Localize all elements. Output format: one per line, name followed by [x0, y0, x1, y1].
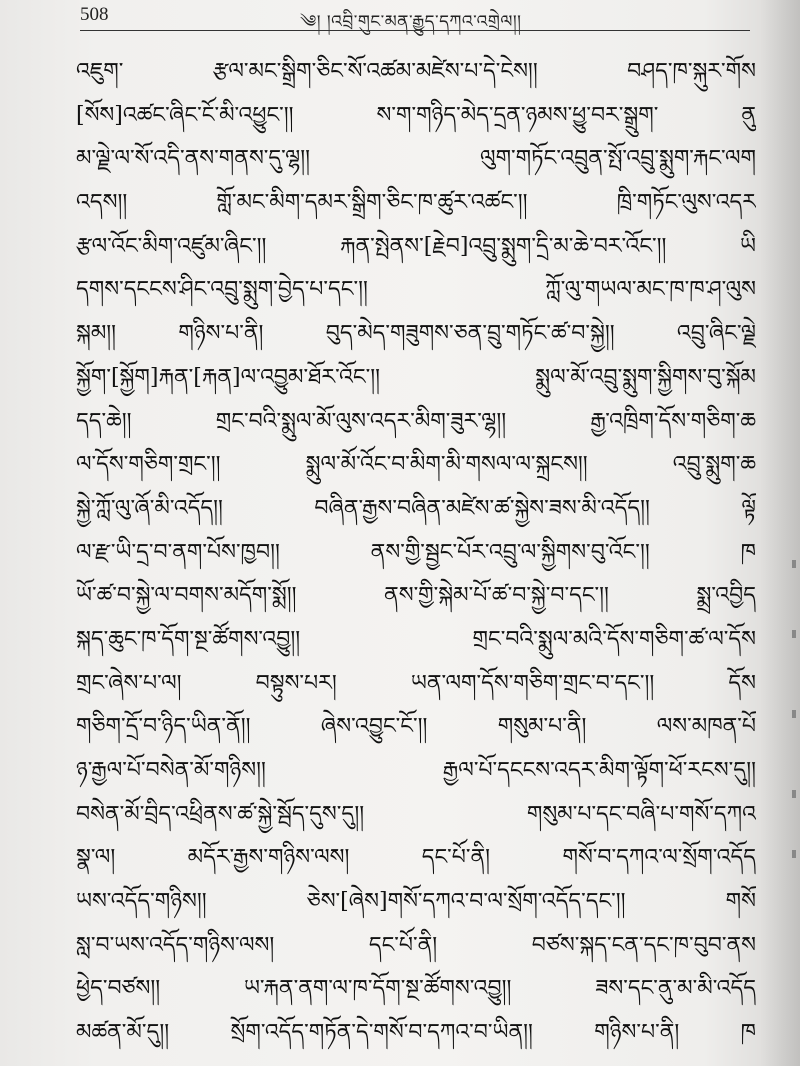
text-line: བསེན་མོ་བྲིད་འཕྲིནས་ཚ་སྐྱེ་སྦོད་དུས་དུ།། གསུམ་པ་དང་བཞི་པ་གསོ་དཀའ: [76, 801, 756, 827]
page-number: 508: [80, 4, 109, 25]
adjacent-page-edge: [788, 560, 798, 860]
text-line: ཡོ་ཚ་བ་སྐྱེ་ལ་བགས་མདོག་སྨོ།། ནས་གྱི་སྐེམ་པོ་ཚ་བ་སྐྱེ་བ་དང་།། སྨྲ་འབྱིད: [76, 583, 756, 609]
text-line: སྣ་ལ། མདོར་རྒྱས་གཉིས་ལས། དང་པོ་ནི། གསོ་བ་དཀའ་ལ་སྲོག་འདོད: [76, 845, 756, 871]
text-line: ལ་རྫ་ཡི་དྲ་བ་ནག་པོས་ཁྱབ།། ནས་གྱི་སྦྱང་པོར་འབྲུ་ལ་སྐྱིགས་བུ་འོང་།། ཁ: [76, 539, 756, 565]
text-line: དད་ཆེ།། གྲང་བའི་སྨུལ་མོ་ལུས་འདར་མིག་ཟུར་ལྷ།། རྒྱ་འཁྲིག་དོས་གཅིག་ཆ: [76, 408, 756, 434]
text-line: གྲང་ཞེས་པ་ལ། བསྟུས་པར། ཡན་ལག་དོས་གཅིག་གྲང་བ་དང་།། དོས: [76, 670, 756, 696]
page-header: [80, 0, 750, 40]
text-line: སྐྱེ་ཀློ་ལུ་ཞོ་མི་འདོད།། བཞིན་རྒྱས་བཞིན་མཛེས་ཚ་སྐྱེས་ཟས་མི་འདོད།། ལྟོ: [76, 495, 756, 521]
text-line: དགས་དངངས་ཤིང་འབྲུ་སྨུག་བྱེད་པ་དང་།། ཀློ་ལུ་གཡལ་མང་ཁ་ཁ་ཤ་ལུས: [76, 277, 756, 303]
text-line: ཉ་རྒྱལ་པོ་བསེན་མོ་གཉིས།། རྒྱལ་པོ་དངངས་འདར་མིག་ལྟོག་ཕོ་རངས་དུ།།: [76, 758, 756, 783]
text-line: ཡས་འདོད་གཉིས།། ཅེས་[ཞེས]གསོ་དཀའ་བ་ལ་སྲོག་འདོད་དང་།། གསོ: [76, 889, 756, 915]
text-line: སྐམ།། གཉིས་པ་ནི། བུད་མེད་གཟུགས་ཅན་བྲུ་གཏོང་ཚ་བ་སྐྱེ།། འབྲུ་ཞིང་ལྗེ: [76, 321, 756, 347]
text-line: ལ་དོས་གཅིག་གྲང་།། སྨུལ་མོ་འོང་བ་མིག་མི་གསལ་ལ་སྐྲངས།། འབྲུ་སྨུག་ཆ: [76, 452, 756, 478]
text-line: རྩལ་འོང་མིག་འཛུམ་ཞིང་།། རྐན་སྤེནས་[རྗེབ]འབྲུ་སྨུག་དྲི་མ་ཆེ་བར་འོང་།། ཡི: [76, 233, 756, 259]
body-text: [76, 50, 756, 1055]
text-line: [སོས]འཚང་ཞིང་ངོ་མི་འཕྱུང་།། ས་ག་གཉིད་མེད་དྲན་ཉམས་ཕྱུ་བར་སྒྲུག་ ནུ: [76, 102, 756, 128]
header-rule: [80, 30, 750, 31]
text-line: ཕྱེད་བཙས།། ཡ་རྐན་ནག་ལ་ཁ་དོག་སྔ་ཚོགས་འབྱུ།། ཟས་དང་ནུ་མ་མི་འདོད: [76, 976, 756, 1002]
text-line: གཅིག་དྲོ་བ་ཉིད་ཡིན་ནོ།། ཞེས་འབྱུང་ངོ་།། གསུམ་པ་ནི། ལས་མཁན་པོ: [76, 714, 756, 740]
text-line: མཚན་མོ་དུ།། སྲོག་འདོད་གཏོན་དེ་གསོ་བ་དཀའ་བ་ཡིན།། གཉིས་པ་ནི། ཁ: [76, 1020, 756, 1046]
running-head: ༄། །འབྲི་གུང་མན་རྒྱུད་དཀའ་འགྲེལ།།: [300, 12, 522, 32]
text-line: མ་ལྗེ་ལ་སོ་འདི་ནས་གནས་དུ་ལྷ།། ལུག་གཏོང་འབྲུན་སྤོ་འབྲུ་སྨུག་རྐང་ལག: [76, 146, 756, 172]
text-line: འཇུག་ རྩལ་མང་སྒྲིག་ཅིང་སོ་འཚམ་མཛེས་པ་དེ་ངེས།། བཤད་ཁ་སྐུར་གོས: [76, 59, 756, 84]
text-line: འདས།། གློ་མང་མིག་དམར་སྒྲིག་ཅིང་ཁ་ཚུར་འཚང་།། ཁྲི་གཏོང་ལུས་འདར: [76, 190, 756, 216]
text-line: སྐད་ཆུང་ཁ་དོག་སྔ་ཚོགས་འབྱུ།། གྲང་བའི་སྨུལ་མའི་དོས་གཅིག་ཚ་ལ་དོས: [76, 626, 756, 652]
text-line: སྐྱོག་[སྐྱོག]རྐན་[རྐན]ལ་འབྱུམ་ཐོར་འོང་།། སྨུལ་མོ་འབྲུ་སྨུག་སྐྱིགས་བུ་སྐོམ: [76, 364, 756, 390]
page-gutter-shadow: [760, 0, 800, 1066]
text-line: སླ་བ་ཡས་འདོད་གཉིས་ལས། དང་པོ་ནི། བཙས་སྐད་ངན་དང་ཁ་བུབ་ནས: [76, 932, 756, 958]
